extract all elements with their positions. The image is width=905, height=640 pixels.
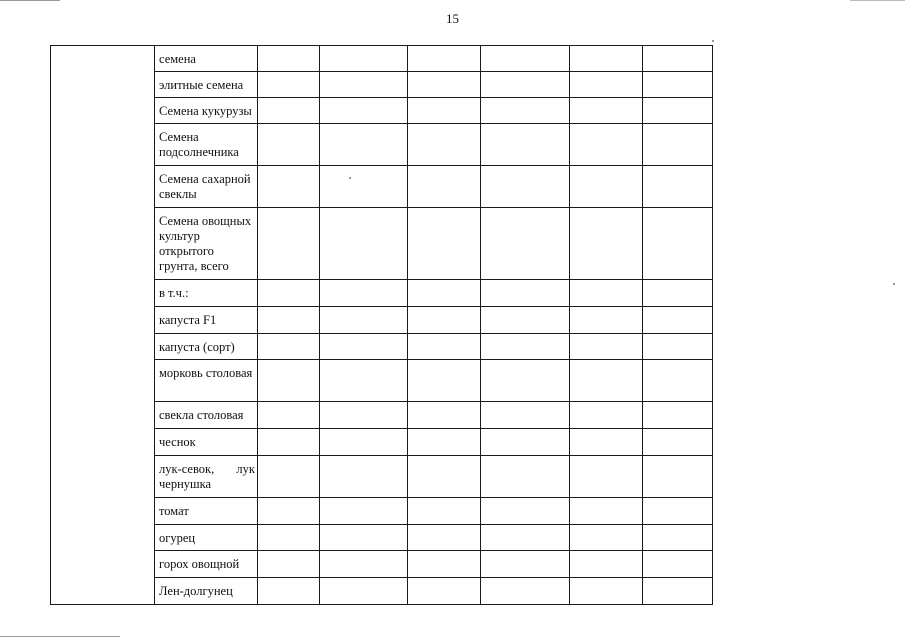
value-cell[interactable] <box>320 280 408 307</box>
value-cell[interactable] <box>481 124 570 166</box>
form-table <box>50 45 713 605</box>
value-cell[interactable] <box>570 525 643 551</box>
value-cell[interactable] <box>320 525 408 551</box>
value-cell[interactable] <box>258 98 320 124</box>
item-label: Лен-долгунец <box>159 584 233 598</box>
value-cell[interactable] <box>643 208 713 280</box>
value-cell[interactable] <box>258 498 320 525</box>
value-cell[interactable] <box>481 46 570 72</box>
value-cell[interactable] <box>258 72 320 98</box>
value-cell[interactable] <box>643 498 713 525</box>
value-cell[interactable] <box>481 360 570 402</box>
item-label-cell <box>155 72 258 98</box>
item-label: Семена кукурузы <box>159 104 252 118</box>
value-cell[interactable] <box>570 402 643 429</box>
item-label: Семена овощных культур открытого грунта, всего <box>159 214 252 273</box>
item-label-cell <box>155 498 258 525</box>
value-cell[interactable] <box>320 456 408 498</box>
value-cell[interactable] <box>643 551 713 578</box>
value-cell[interactable] <box>643 429 713 456</box>
value-cell[interactable] <box>643 307 713 334</box>
value-cell[interactable] <box>320 578 408 605</box>
value-cell[interactable] <box>408 46 481 72</box>
table-row <box>51 46 713 72</box>
value-cell[interactable] <box>320 307 408 334</box>
item-label: капуста (сорт) <box>159 340 235 354</box>
item-label <box>159 462 255 492</box>
value-cell[interactable] <box>643 46 713 72</box>
value-cell[interactable] <box>320 551 408 578</box>
item-label: чеснок <box>159 435 196 449</box>
value-cell[interactable] <box>481 498 570 525</box>
item-label-cell <box>155 307 258 334</box>
value-cell[interactable] <box>481 307 570 334</box>
value-cell[interactable] <box>643 124 713 166</box>
value-cell[interactable] <box>320 334 408 360</box>
value-cell[interactable] <box>258 429 320 456</box>
item-label-cell <box>155 578 258 605</box>
value-cell[interactable] <box>481 429 570 456</box>
value-cell[interactable] <box>570 551 643 578</box>
value-cell[interactable] <box>570 578 643 605</box>
value-cell[interactable] <box>408 208 481 280</box>
value-cell[interactable] <box>570 98 643 124</box>
value-cell[interactable] <box>570 456 643 498</box>
value-cell[interactable] <box>481 456 570 498</box>
value-cell[interactable] <box>643 166 713 208</box>
value-cell[interactable] <box>408 551 481 578</box>
value-cell[interactable] <box>570 307 643 334</box>
item-label: свекла столовая <box>159 408 244 422</box>
item-label-cell <box>155 360 258 402</box>
value-cell[interactable] <box>643 402 713 429</box>
value-cell[interactable] <box>408 578 481 605</box>
item-label: семена <box>159 52 196 66</box>
item-label-cell <box>155 551 258 578</box>
value-cell[interactable] <box>320 429 408 456</box>
value-cell[interactable] <box>643 98 713 124</box>
value-cell[interactable] <box>258 124 320 166</box>
value-cell[interactable] <box>320 72 408 98</box>
value-cell[interactable] <box>408 456 481 498</box>
value-cell[interactable] <box>258 46 320 72</box>
value-cell[interactable] <box>570 166 643 208</box>
value-cell[interactable] <box>258 578 320 605</box>
value-cell[interactable] <box>408 98 481 124</box>
item-label-cell <box>155 280 258 307</box>
value-cell[interactable] <box>481 402 570 429</box>
value-cell[interactable] <box>258 360 320 402</box>
item-label: в т.ч.: <box>159 286 189 300</box>
value-cell[interactable] <box>643 72 713 98</box>
scan-speck <box>712 40 714 42</box>
item-label: морковь столовая <box>159 366 253 380</box>
value-cell[interactable] <box>258 334 320 360</box>
value-cell[interactable] <box>408 166 481 208</box>
empty-left-cell <box>51 46 155 605</box>
value-cell[interactable] <box>643 360 713 402</box>
item-label-cell <box>155 208 258 280</box>
value-cell[interactable] <box>408 124 481 166</box>
value-cell[interactable] <box>570 334 643 360</box>
value-cell[interactable] <box>408 72 481 98</box>
item-label-cell <box>155 402 258 429</box>
item-label-cell <box>155 525 258 551</box>
value-cell[interactable] <box>481 72 570 98</box>
value-cell[interactable] <box>258 307 320 334</box>
item-label: горох овощной <box>159 557 240 571</box>
value-cell[interactable] <box>408 525 481 551</box>
value-cell[interactable] <box>258 280 320 307</box>
item-label: Семена сахарной свеклы <box>159 172 251 201</box>
value-cell[interactable] <box>320 46 408 72</box>
item-label: огурец <box>159 531 196 545</box>
value-cell[interactable] <box>481 578 570 605</box>
value-cell[interactable] <box>320 98 408 124</box>
value-cell[interactable] <box>643 525 713 551</box>
value-cell[interactable] <box>643 280 713 307</box>
value-cell[interactable] <box>258 551 320 578</box>
value-cell[interactable] <box>570 46 643 72</box>
value-cell[interactable] <box>320 402 408 429</box>
item-label-cell <box>155 334 258 360</box>
item-label-cell <box>155 429 258 456</box>
value-cell[interactable] <box>320 498 408 525</box>
item-label: Семена подсолнечника <box>159 130 239 159</box>
value-cell[interactable] <box>481 98 570 124</box>
value-cell[interactable] <box>481 334 570 360</box>
value-cell[interactable] <box>570 72 643 98</box>
value-cell[interactable] <box>408 402 481 429</box>
value-cell[interactable] <box>481 280 570 307</box>
item-label-cell <box>155 166 258 208</box>
value-cell[interactable] <box>320 166 408 208</box>
value-cell[interactable] <box>570 280 643 307</box>
page-number: 15 <box>446 11 459 26</box>
scan-speck <box>893 283 895 285</box>
value-cell[interactable] <box>481 208 570 280</box>
value-cell[interactable] <box>481 166 570 208</box>
value-cell[interactable] <box>258 525 320 551</box>
value-cell[interactable] <box>258 402 320 429</box>
value-cell[interactable] <box>481 551 570 578</box>
scan-mark <box>850 0 905 1</box>
value-cell[interactable] <box>258 208 320 280</box>
value-cell[interactable] <box>320 208 408 280</box>
item-label: капуста F1 <box>159 313 217 327</box>
value-cell[interactable] <box>408 307 481 334</box>
scan-mark <box>0 636 120 637</box>
value-cell[interactable] <box>408 498 481 525</box>
value-cell[interactable] <box>643 456 713 498</box>
value-cell[interactable] <box>570 360 643 402</box>
value-cell[interactable] <box>258 456 320 498</box>
value-cell[interactable] <box>408 360 481 402</box>
value-cell[interactable] <box>570 208 643 280</box>
item-label: элитные семена <box>159 78 244 92</box>
value-cell[interactable] <box>408 429 481 456</box>
item-label-cell <box>155 124 258 166</box>
value-cell[interactable] <box>481 525 570 551</box>
value-cell[interactable] <box>320 124 408 166</box>
value-cell[interactable] <box>320 360 408 402</box>
value-cell[interactable] <box>570 124 643 166</box>
value-cell[interactable] <box>570 429 643 456</box>
value-cell[interactable] <box>643 334 713 360</box>
item-label-cell <box>155 98 258 124</box>
item-label-line: лук-севок, лук чернушка <box>159 462 255 491</box>
value-cell[interactable] <box>408 334 481 360</box>
item-label: томат <box>159 504 189 518</box>
item-label-cell <box>155 456 258 498</box>
item-label-cell <box>155 46 258 72</box>
value-cell[interactable] <box>643 578 713 605</box>
value-cell[interactable] <box>570 498 643 525</box>
value-cell[interactable] <box>408 280 481 307</box>
value-cell[interactable] <box>258 166 320 208</box>
scan-mark <box>0 0 60 1</box>
